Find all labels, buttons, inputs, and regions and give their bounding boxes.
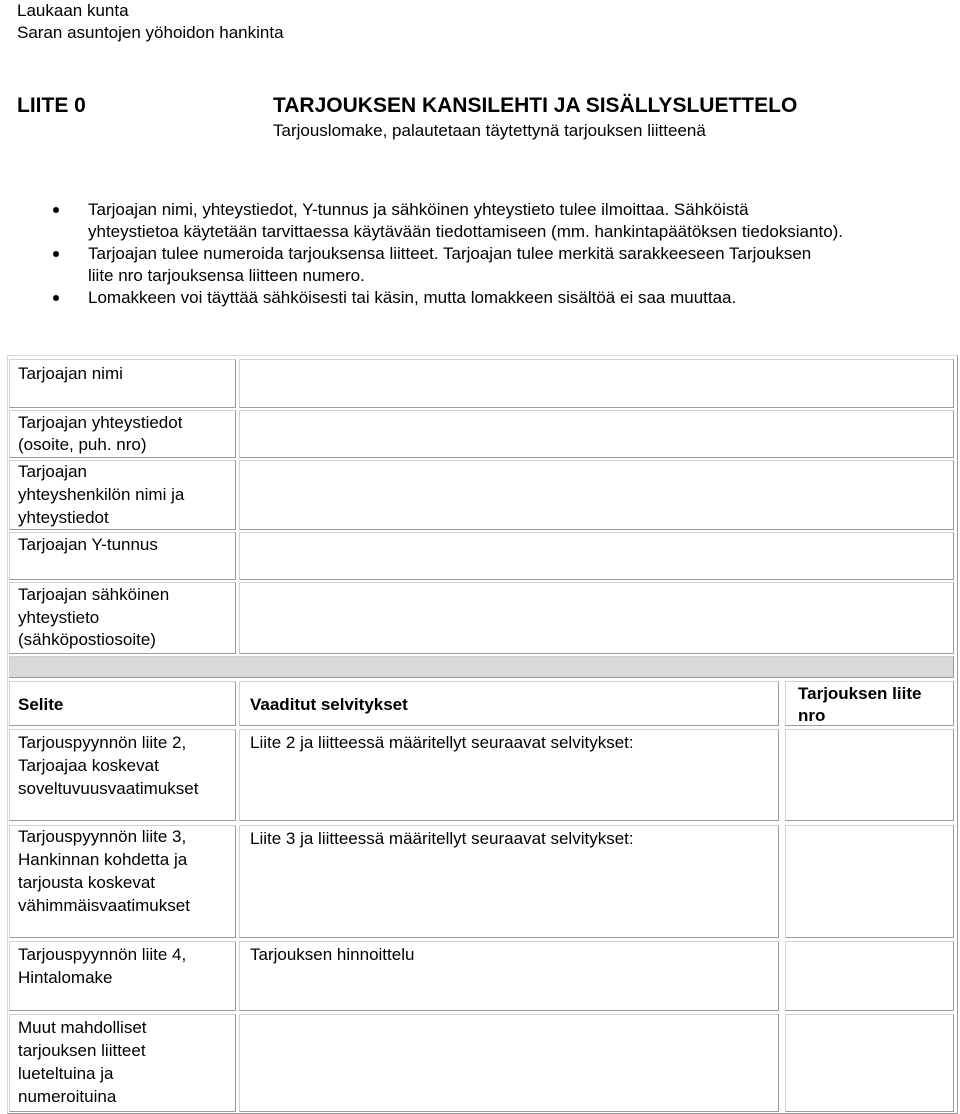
field-label: (sähköpostiosoite) xyxy=(18,630,156,649)
field-label: Tarjoajan nimi xyxy=(18,364,123,383)
business-id-input[interactable] xyxy=(239,532,954,580)
label-cell-contact-person xyxy=(9,460,236,530)
instructions-list xyxy=(51,199,931,309)
bullet-icon xyxy=(53,251,59,257)
header-required xyxy=(239,681,779,726)
field-label: Tarjoajan Y-tunnus xyxy=(18,535,158,554)
label-cell-business-id xyxy=(9,532,236,580)
field-label: (osoite, puh. nro) xyxy=(18,435,147,454)
project-name: Saran asuntojen yöhoidon hankinta xyxy=(17,23,284,42)
bullet-icon xyxy=(53,207,59,213)
column-header: Vaaditut selvitykset xyxy=(250,695,408,714)
label-cell-contact-info xyxy=(9,410,236,458)
attachment-description: Tarjouspyynnön liite 4, Hintalomake xyxy=(9,941,236,1011)
section-separator xyxy=(9,656,954,678)
contact-info-input[interactable] xyxy=(239,410,954,458)
instruction-item xyxy=(51,287,931,309)
instruction-text: Tarjoajan nimi, yhteystiedot, Y-tunnus ja sähköinen yhteystieto tulee ilmoittaa. Sähköistä xyxy=(88,200,749,219)
attachment-number-input[interactable] xyxy=(785,941,954,1011)
attachment-required-input[interactable]: Tarjouksen hinnoittelu xyxy=(239,941,779,1011)
email-input[interactable] xyxy=(239,582,954,654)
attachment-number-input[interactable] xyxy=(785,729,954,821)
contact-person-input[interactable] xyxy=(239,460,954,530)
appendix-label: LIITE 0 xyxy=(17,94,86,117)
column-header: Selite xyxy=(18,695,64,714)
field-label: yhteyshenkilön nimi ja xyxy=(18,485,185,504)
organization-name: Laukaan kunta xyxy=(17,1,129,20)
attachment-number-input[interactable] xyxy=(785,1014,954,1112)
instruction-text: yhteystietoa käytetään tarvittaessa käytävään tiedottamiseen (mm. hankintapäätöksen tiedoksianto). xyxy=(88,222,844,241)
label-cell-bidder-name xyxy=(9,359,236,408)
page-title: TARJOUKSEN KANSILEHTI JA SISÄLLYSLUETTELO xyxy=(273,94,798,117)
instruction-item xyxy=(51,199,931,243)
instruction-text: Lomakkeen voi täyttää sähköisesti tai käsin, mutta lomakkeen sisältöä ei saa muuttaa. xyxy=(88,288,737,307)
field-label: yhteystiedot xyxy=(18,508,109,527)
attachment-description: Muut mahdolliset tarjouksen liitteet lueteltuina ja numeroituina xyxy=(9,1014,236,1112)
attachment-required-input[interactable]: Liite 3 ja liitteessä määritellyt seuraavat selvitykset: xyxy=(239,825,779,938)
header-attachment-number xyxy=(785,681,954,726)
instruction-text: liite nro tarjouksensa liitteen numero. xyxy=(88,266,365,285)
instruction-item xyxy=(51,243,931,287)
field-label: yhteystieto xyxy=(18,608,100,627)
instruction-text: Tarjoajan tulee numeroida tarjouksensa liitteet. Tarjoajan tulee merkitä sarakkeeseen Tarjouksen xyxy=(88,244,812,263)
header-description xyxy=(9,681,236,726)
attachment-required-input[interactable]: Liite 2 ja liitteessä määritellyt seuraavat selvitykset: xyxy=(239,729,779,821)
attachment-number-input[interactable] xyxy=(785,825,954,938)
column-header: Tarjouksen liite xyxy=(798,684,922,703)
label-cell-email xyxy=(9,582,236,654)
page-subtitle: Tarjouslomake, palautetaan täytettynä tarjouksen liitteenä xyxy=(273,121,706,140)
attachment-required-input[interactable] xyxy=(239,1014,779,1112)
attachment-description: Tarjouspyynnön liite 3, Hankinnan kohdetta ja tarjousta koskevat vähimmäisvaatimukset xyxy=(9,825,236,938)
attachment-description: Tarjouspyynnön liite 2, Tarjoajaa koskevat soveltuvuusvaatimukset xyxy=(9,729,236,821)
column-header: nro xyxy=(798,706,826,725)
field-label: Tarjoajan sähköinen xyxy=(18,585,170,604)
bullet-icon xyxy=(53,295,59,301)
field-label: Tarjoajan yhteystiedot xyxy=(18,413,183,432)
field-label: Tarjoajan xyxy=(18,462,87,481)
bidder-name-input[interactable] xyxy=(239,359,954,408)
